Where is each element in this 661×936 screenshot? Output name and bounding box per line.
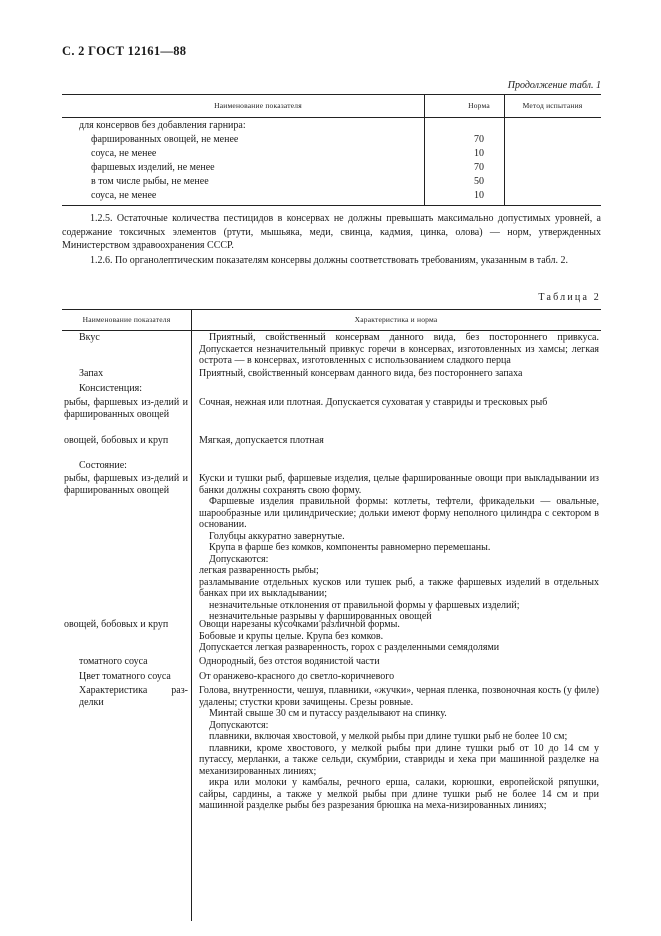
- characteristic-line: разламывание отдельных кусков или тушек рыб, а также фаршевых изделий в отдельных банках при их выкладывании;: [199, 576, 599, 599]
- characteristic-line: Допускается легкая разваренность, горох с разделенными семядолями: [199, 642, 500, 653]
- characteristic-text: [199, 332, 599, 367]
- row-value: 50: [474, 176, 484, 187]
- characteristic-line: Допускаются:: [209, 553, 269, 565]
- characteristic-line: Минтай свыше 30 см и путассу разделывают на спинку.: [209, 708, 447, 719]
- characteristic-line: плавники, кроме хвостового, у мелкой рыбы при длине тушки рыб от 10 до 14 см у путассу, мерланки, а также сельди, скумбрии, ставриды и хека при машинной разделке на механизированных линиях;: [199, 742, 599, 777]
- row-value: 70: [474, 162, 484, 173]
- col-header-indicator: Наименование показателя: [82, 315, 171, 324]
- row-label: в том числе рыбы, не менее: [91, 176, 209, 187]
- characteristic-line: Фаршевые изделия правильной формы: котлеты, тефтели, фрикадельки — овальные, шарообразные или цилиндрические; дольки имеют форму неполного цилиндра с сектором в основании.: [199, 496, 599, 530]
- characteristic-line: икра или молоки у камбалы, речного ерша, салаки, корюшки, европейской ряпушки, сайры, сардины, а также у мелкой рыбы при длине тушки рыб не более 14 см и при машинной разделке рыбы без разрезания брюшка на меха-низированных линиях;: [199, 777, 599, 811]
- indicator-taste: Вкус: [79, 332, 100, 343]
- column-divider: [424, 95, 425, 117]
- characteristic-text: [199, 685, 599, 812]
- characteristic-line: От оранжево-красного до светло-коричневого: [199, 671, 395, 682]
- characteristic-line: Голова, внутренности, чешуя, плавники, «жучки», черная пленка, позвоночная кость (у филе) удалены; стустки крови зачищены. Срезы ровные.: [199, 685, 599, 708]
- characteristic-line: Приятный, свойственный консервам данного вида, без постороннего привкуса. Допускается незначительный привкус горечи в консервах, изготовленных из хамсы; легкая острота — в консервах, изготовленных с использованием сладкого перца: [199, 332, 599, 366]
- indicator-smell: Запах: [79, 368, 104, 379]
- characteristic-text: [199, 368, 599, 380]
- characteristic-line: легкая разваренность рыбы;: [199, 565, 319, 576]
- characteristic-line: Однородный, без отстоя водянистой части: [199, 656, 380, 667]
- characteristic-line: Куски и тушки рыб, фаршевые изделия, целые фаршированные овощи при выкладывании из банки должны сохранять свою форму.: [199, 473, 599, 496]
- table-row: [62, 161, 601, 174]
- characteristic-line: Мягкая, допускается плотная: [199, 435, 324, 446]
- table-2: [62, 309, 601, 921]
- characteristic-text: [199, 671, 599, 683]
- table-continuation-label: Продолжение табл. 1: [507, 80, 601, 91]
- column-divider: [191, 309, 192, 921]
- characteristic-text: [199, 473, 599, 623]
- indicator-cutting: Характеристика раз-делки: [79, 685, 188, 708]
- table-row: [62, 175, 601, 188]
- characteristic-text: [199, 619, 599, 654]
- row-label: фаршированных овощей, не менее: [91, 134, 239, 145]
- indicator-tomato-sauce: томатного соуса: [79, 656, 148, 667]
- row-label: для консервов без добавления гарнира:: [79, 120, 246, 131]
- table-row: [62, 189, 601, 202]
- col-header-norm: Норма: [468, 101, 490, 110]
- col-header-characteristic: Характеристика и норма: [354, 315, 438, 324]
- paragraph-text: 1.2.5. Остаточные количества пестицидов в консервах не должны превышать максимально допустимых уровней, а содержание токсичных элементов (ртути, мышьяка, меди, свинца, кадмия, цинка, олова) — норм, утвержденных Министерством здравоохранения СССР.: [62, 213, 601, 251]
- characteristic-line: незначительные разрывы у фаршированных овощей: [209, 611, 432, 622]
- indicator-state-fish: рыбы, фаршевых из-делий и фаршированных овощей: [64, 473, 188, 496]
- row-value: 70: [474, 134, 484, 145]
- characteristic-line: незначительные отклонения от правильной формы у фаршевых изделий;: [209, 599, 520, 611]
- indicator-state-vegetables: овощей, бобовых и круп: [64, 619, 169, 630]
- characteristic-text: [199, 397, 599, 409]
- col-header-method: Метод испытания: [522, 101, 583, 110]
- row-label: соуса, не менее: [91, 148, 157, 159]
- column-divider: [504, 95, 505, 117]
- table-2-title: Таблица 2: [538, 292, 601, 303]
- table-1-header: [62, 94, 601, 118]
- characteristic-line: Овощи нарезаны кусочками различной формы.: [199, 619, 400, 630]
- characteristic-text: [199, 656, 599, 668]
- paragraph-text: 1.2.6. По органолептическим показателям консервы должны соответствовать требованиям, указанным в табл. 2.: [90, 255, 568, 266]
- indicator-consistency: Консистенция:: [79, 383, 142, 394]
- table-row: [62, 133, 601, 146]
- indicator-tomato-color: Цвет томатного соуса: [79, 671, 171, 682]
- row-label: соуса, не менее: [91, 190, 157, 201]
- paragraph-1-2-6: [62, 254, 601, 268]
- table-1: [62, 94, 601, 206]
- table-1-body: [62, 118, 601, 206]
- characteristic-line: Голубцы аккуратно завернутые.: [209, 530, 345, 542]
- row-value: 10: [474, 190, 484, 201]
- table-2-header: [62, 309, 601, 331]
- col-header-indicator: Наименование показателя: [214, 101, 302, 110]
- table-row: [62, 147, 601, 160]
- indicator-consistency-fish: рыбы, фаршевых из-делий и фаршированных овощей: [64, 397, 188, 420]
- row-label: фаршевых изделий, не менее: [91, 162, 215, 173]
- indicator-consistency-vegetables: овощей, бобовых и круп: [64, 435, 169, 446]
- characteristic-line: Приятный, свойственный консервам данного вида, без постороннего запаха: [199, 368, 523, 379]
- indicator-state: Состояние:: [79, 460, 127, 471]
- characteristic-line: Допускаются:: [209, 719, 269, 731]
- characteristic-text: [199, 435, 599, 447]
- table-row: [62, 119, 601, 132]
- page-header: С. 2 ГОСТ 12161—88: [62, 44, 187, 58]
- paragraph-1-2-5: [62, 212, 601, 253]
- row-value: 10: [474, 148, 484, 159]
- characteristic-line: плавники, включая хвостовой, у мелкой рыбы при длине тушки рыб не более 10 см;: [209, 731, 568, 742]
- characteristic-line: Бобовые и крупы целые. Крупа без комков.: [199, 630, 384, 642]
- characteristic-line: Крупа в фарше без комков, компоненты равномерно перемешаны.: [209, 542, 491, 553]
- characteristic-line: Сочная, нежная или плотная. Допускается суховатая у ставриды и тресковых рыб: [199, 397, 548, 408]
